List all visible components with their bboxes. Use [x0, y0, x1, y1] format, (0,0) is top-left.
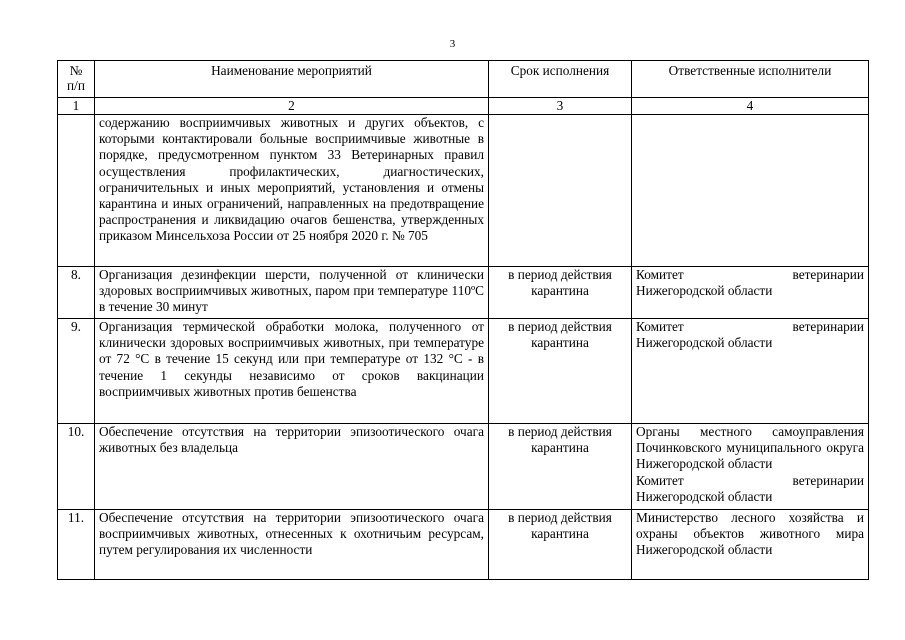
responsible-line: Комитет ветеринарии: [636, 267, 864, 282]
responsible-line: Нижегородской области: [636, 335, 773, 351]
measure-name: содержанию восприимчивых животных и других объектов, с которыми контактировали больные восприимчивые животные в порядке, предусмотренном пунктом 33 Ветеринарных правил осуществления профилактических, диагностических, ограничительных и иных мероприятий, установления и отмены карантина и иных ограничений, направленных на предотвращение распространения и ликвидацию очагов бешенства, утвержденных приказом Минсельхоза России от 25 ноября 2020 г. № 705: [95, 115, 489, 267]
header-term: Срок исполнения: [489, 61, 632, 98]
measures-table: [57, 60, 869, 580]
row-number: 9.: [58, 319, 95, 424]
column-index-row: [58, 98, 869, 115]
measure-responsible: [632, 510, 869, 580]
measure-responsible: [632, 319, 869, 424]
table-row: [58, 510, 869, 580]
responsible-line: Нижегородской области: [636, 488, 773, 504]
measure-responsible: [632, 424, 869, 510]
responsible-line: Комитет ветеринарии: [636, 319, 864, 334]
table-header-row: [58, 61, 869, 98]
column-index: 4: [632, 98, 869, 115]
measure-responsible: [632, 267, 869, 319]
responsible-line: Органы местного самоуправления Починковского муниципального округа Нижегородской области: [636, 424, 864, 472]
responsible-line: Нижегородской области: [636, 283, 773, 299]
measure-term: [489, 115, 632, 267]
column-index: 3: [489, 98, 632, 115]
column-index: 2: [95, 98, 489, 115]
measure-name: Организация термической обработки молока, полученного от клинически здоровых восприимчивых животных, при температуре от 72 °С в течение 15 секунд или при температуре от 132 °С - в течение 1 секунды независимо от сроков вакцинации восприимчивых животных против бешенства: [95, 319, 489, 424]
header-name: Наименование мероприятий: [95, 61, 489, 98]
row-number: 8.: [58, 267, 95, 319]
measure-term: в период действия карантина: [489, 510, 632, 580]
measure-term: в период действия карантина: [489, 424, 632, 510]
table-row: [58, 424, 869, 510]
measure-term: в период действия карантина: [489, 319, 632, 424]
column-index: 1: [58, 98, 95, 115]
table-row: [58, 115, 869, 267]
page-number: 3: [449, 38, 456, 50]
row-number: 11.: [58, 510, 95, 580]
responsible-line: Комитет ветеринарии: [636, 472, 864, 488]
header-responsible: Ответственные исполнители: [632, 61, 869, 98]
header-num: № п/п: [58, 61, 95, 98]
row-number: [58, 115, 95, 267]
measure-term: в период действия карантина: [489, 267, 632, 319]
responsible-line: Министерство лесного хозяйства и охраны объектов животного мира Нижегородской области: [636, 510, 864, 558]
measure-name: Организация дезинфекции шерсти, полученной от клинически здоровых восприимчивых животных, паром при температуре 110ºC в течение 30 минут: [95, 267, 489, 319]
table-row: [58, 319, 869, 424]
measure-name: Обеспечение отсутствия на территории эпизоотического очага животных без владельца: [95, 424, 489, 510]
measure-name: Обеспечение отсутствия на территории эпизоотического очага восприимчивых животных, отнесенных к охотничьим ресурсам, путем регулирования их численности: [95, 510, 489, 580]
row-number: 10.: [58, 424, 95, 510]
measure-responsible: [632, 115, 869, 267]
table-row: [58, 267, 869, 319]
